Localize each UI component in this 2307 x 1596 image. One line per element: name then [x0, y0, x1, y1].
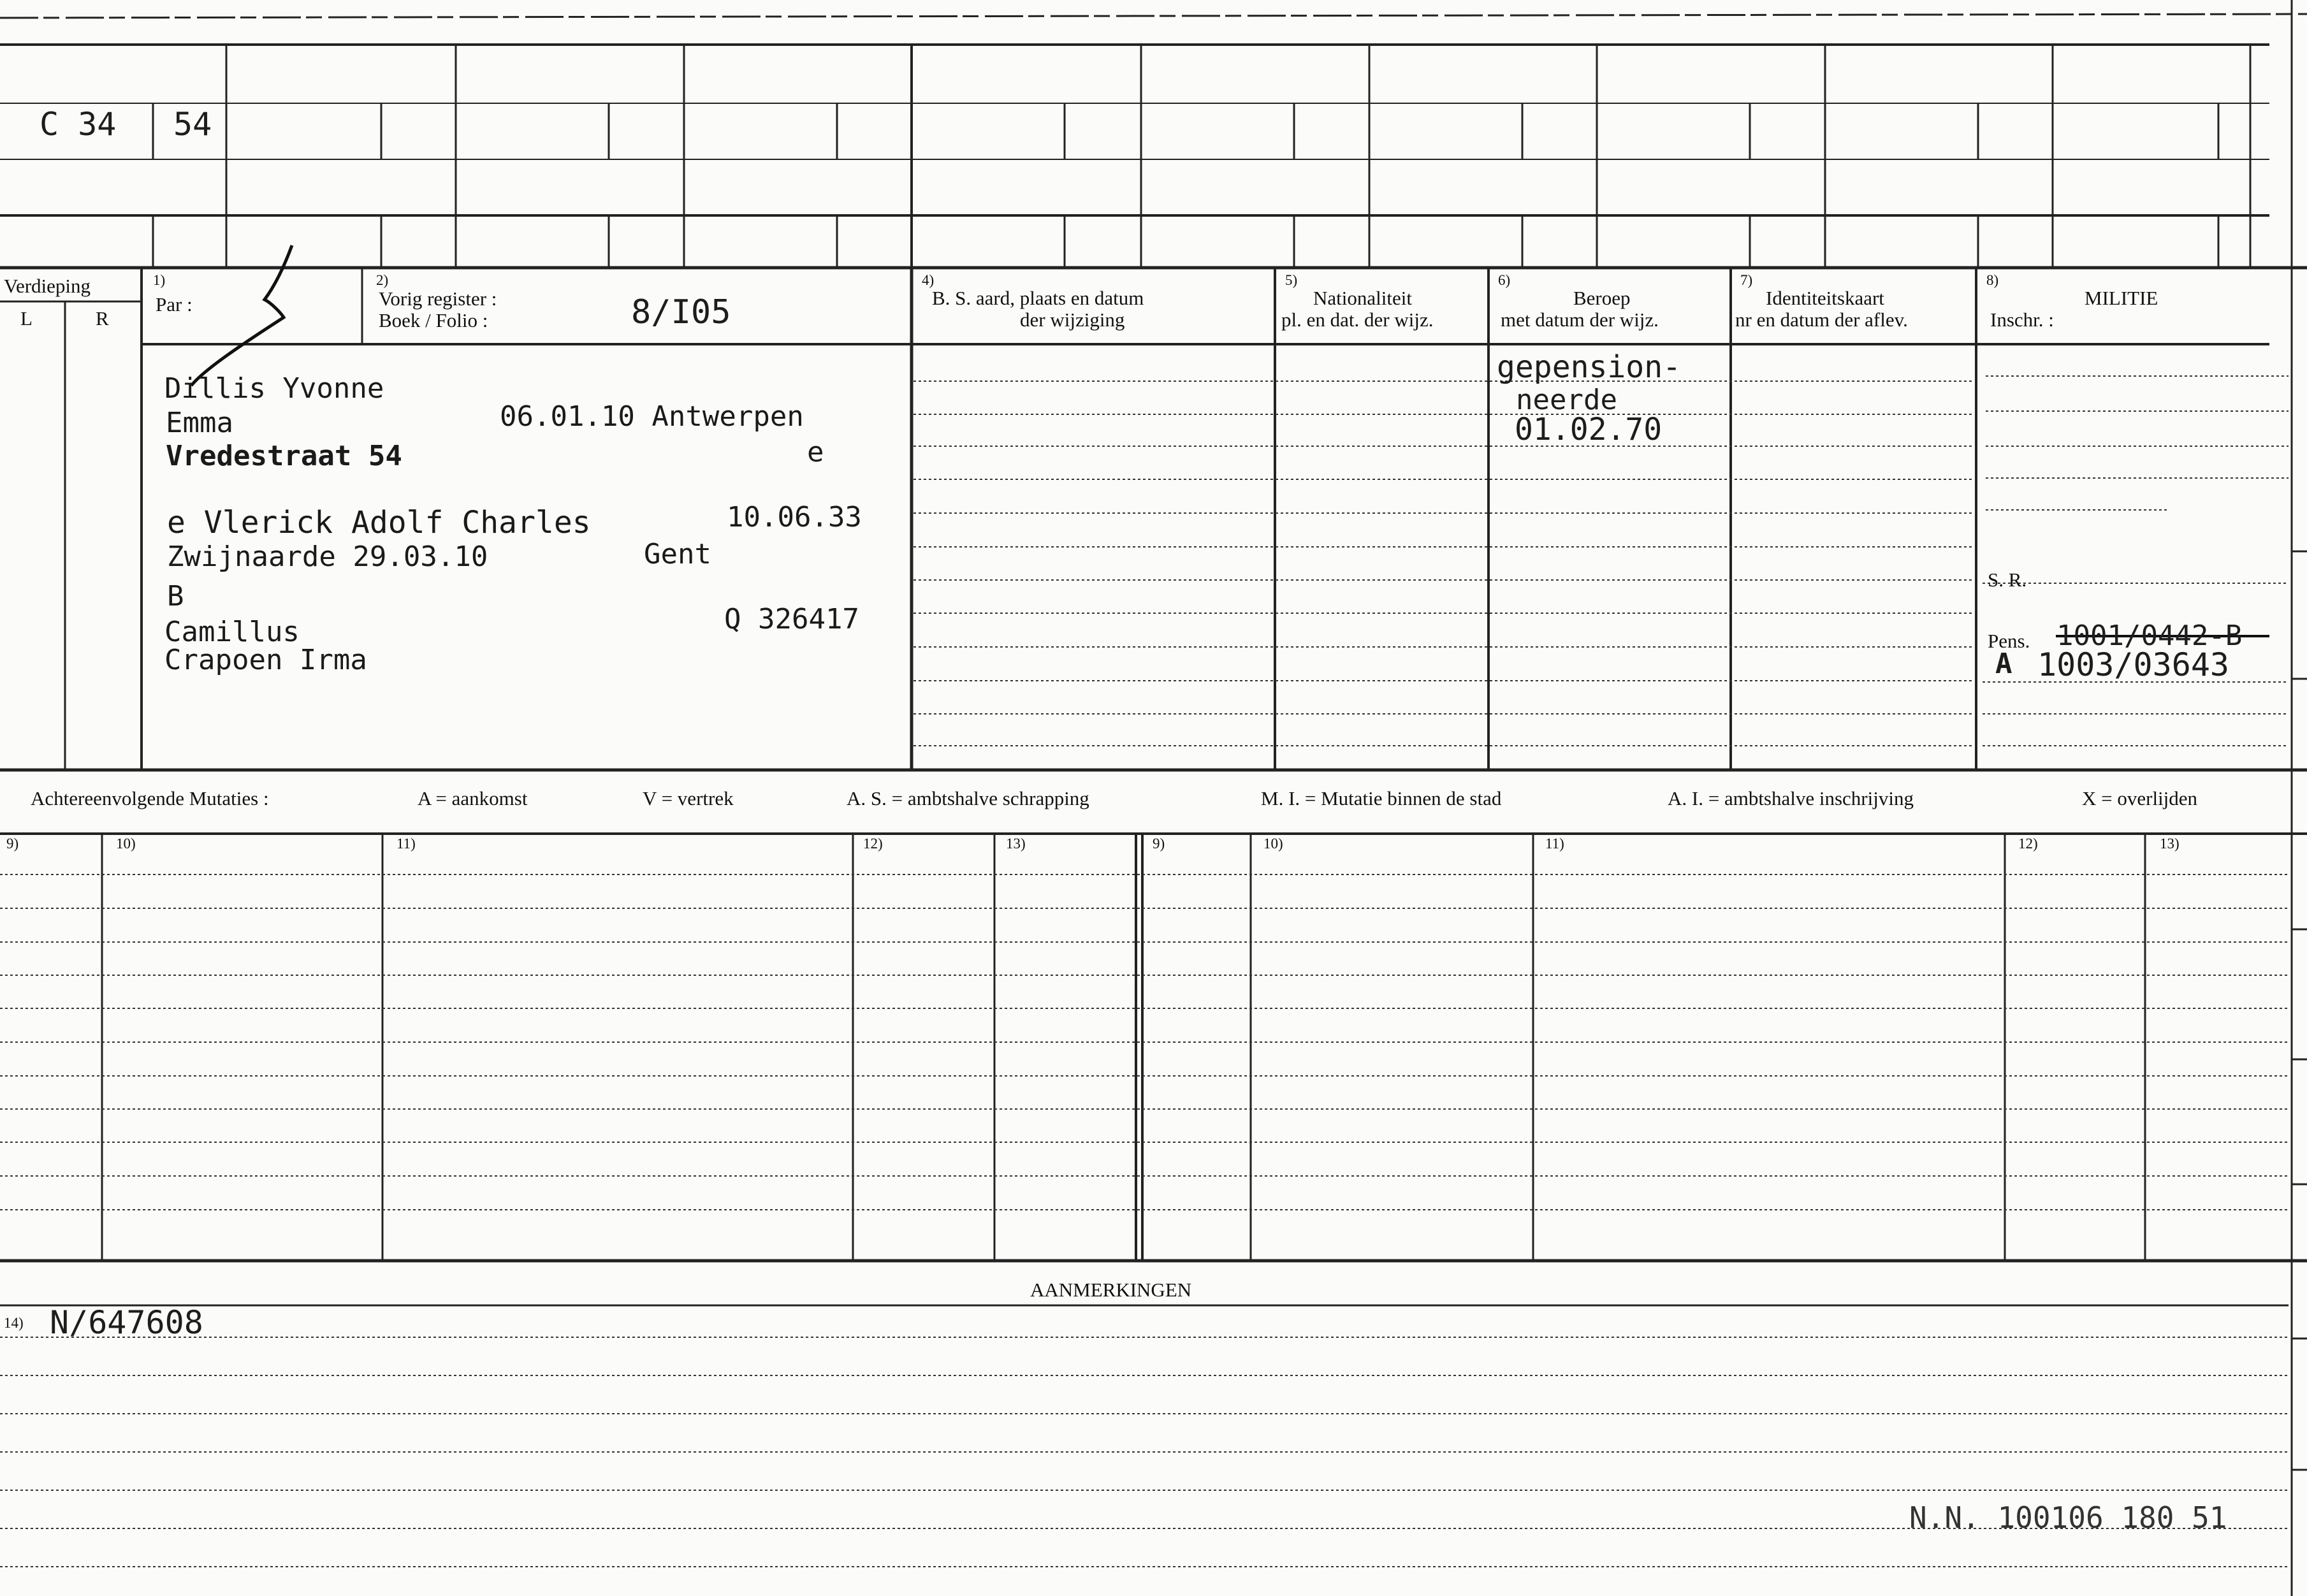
mutatie-col-9: 9) [6, 836, 19, 852]
beroep-value-1: gepension- [1497, 349, 1681, 385]
beroep-label-1: Beroep [1573, 287, 1631, 309]
mutaties-legend-title: Achtereenvolgende Mutaties : [31, 787, 269, 809]
mutatie-col-10b: 10) [1263, 836, 1283, 852]
bs-label-2: der wijziging [1020, 308, 1125, 331]
person-q-number: Q 326417 [724, 603, 859, 635]
pension-number-new: 1003/03643 [2037, 646, 2230, 683]
beroep-date: 01.02.70 [1515, 412, 1663, 447]
militie-inschr-label: Inschr. : [1990, 308, 2054, 331]
beroep-num: 6) [1498, 272, 1511, 288]
legend-aankomst: A = aankomst [418, 787, 528, 809]
bs-num: 4) [922, 272, 935, 288]
marriage-date: 10.06.33 [727, 501, 862, 533]
id-label-2: nr en datum der aflev. [1735, 308, 1908, 331]
vorig-label: Vorig register : [379, 287, 497, 310]
mutatie-col-12b: 12) [2018, 836, 2038, 852]
beroep-value-2: neerde [1516, 384, 1617, 416]
legend-mutatie-stad: M. I. = Mutatie binnen de stad [1261, 787, 1502, 809]
parent-father: Camillus [164, 616, 300, 648]
remarks-value: N/647608 [50, 1304, 203, 1341]
militie-title: MILITIE [2085, 287, 2158, 309]
nat-label-2: pl. en dat. der wijz. [1281, 308, 1434, 331]
card-code: C 34 [40, 106, 117, 143]
person-address-mark: e [807, 436, 824, 468]
person-first-names: Emma [166, 407, 233, 439]
person-address: Vredestraat 54 [166, 440, 402, 472]
mutatie-col-10: 10) [116, 836, 136, 852]
id-label-1: Identiteitskaart [1766, 287, 1884, 309]
aanmerkingen-title: AANMERKINGEN [1030, 1279, 1192, 1301]
col-l-label: L [20, 307, 33, 330]
col-r-label: R [96, 307, 109, 330]
par-num: 1) [153, 272, 166, 288]
mil-num: 8) [1986, 272, 1999, 288]
remarks-num: 14) [4, 1315, 24, 1331]
pension-prefix: A [1995, 648, 2012, 680]
legend-overlijden: X = overlijden [2082, 787, 2198, 809]
id-num: 7) [1740, 272, 1753, 288]
person-code-b: B [167, 580, 184, 613]
boek-label: Boek / Folio : [379, 309, 488, 331]
verdieping-label: Verdieping [4, 275, 91, 297]
par-label: Par : [156, 293, 193, 316]
legend-schrapping: A. S. = ambtshalve schrapping [847, 787, 1089, 809]
mutatie-col-13b: 13) [2160, 836, 2180, 852]
parent-mother: Crapoen Irma [164, 644, 367, 676]
mutatie-col-11: 11) [397, 836, 416, 852]
person-name: Dillis Yvonne [164, 372, 384, 405]
vorig-num: 2) [376, 272, 389, 288]
mutatie-col-12: 12) [863, 836, 883, 852]
spouse-birth-place: Gent [644, 538, 711, 570]
militie-pens-label: Pens. [1988, 630, 2030, 652]
nat-label-1: Nationaliteit [1313, 287, 1412, 309]
mutatie-col-11b: 11) [1545, 836, 1564, 852]
bs-label-1: B. S. aard, plaats en datum [932, 287, 1144, 309]
national-number: N.N. 100106 180 51 [1909, 1500, 2227, 1535]
legend-inschrijving: A. I. = ambtshalve inschrijving [1668, 787, 1914, 809]
legend-vertrek: V = vertrek [643, 787, 734, 809]
pension-number-old: 1001/0442-B [2056, 620, 2243, 652]
mutatie-col-13: 13) [1006, 836, 1026, 852]
spouse-name: e Vlerick Adolf Charles [167, 505, 591, 540]
nat-num: 5) [1285, 272, 1298, 288]
card-number: 54 [173, 106, 212, 143]
boek-value: 8/I05 [631, 293, 731, 331]
spouse-birth: Zwijnaarde 29.03.10 [167, 540, 488, 573]
person-birth: 06.01.10 Antwerpen [500, 400, 804, 433]
militie-sr-label: S. R. [1988, 569, 2027, 591]
mutatie-col-9b: 9) [1153, 836, 1165, 852]
beroep-label-2: met datum der wijz. [1501, 308, 1659, 331]
